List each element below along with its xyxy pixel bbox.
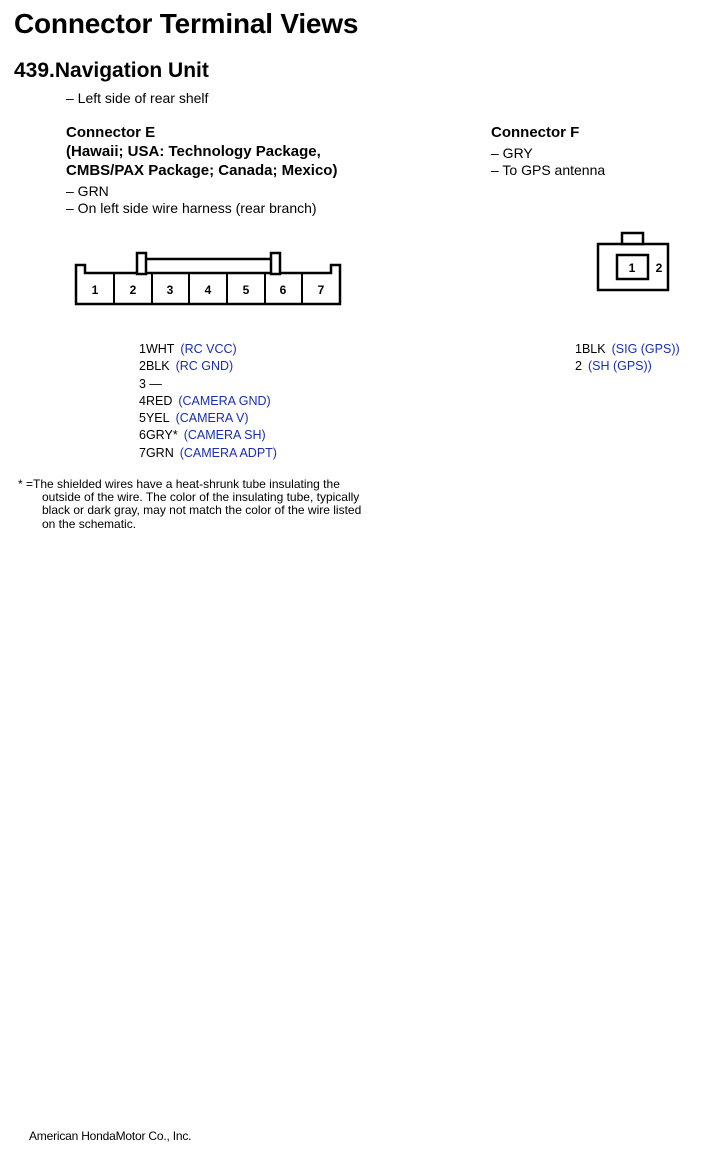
connector-e-pin-list [139, 341, 277, 462]
connector-e-latch-right [271, 253, 280, 274]
connector-e-subtitle-1: (Hawaii; USA: Technology Package, [66, 143, 321, 160]
connector-e-location: – On left side wire harness (rear branch) [66, 200, 317, 216]
connector-e-subtitle-2: CMBS/PAX Package; Canada; Mexico) [66, 162, 338, 179]
page-title: Connector Terminal Views [14, 8, 359, 39]
connector-f-pin-2: 2 [655, 261, 663, 275]
connector-f-name: Connector F [491, 124, 580, 141]
connector-e-pin-1: 1 [91, 283, 99, 297]
connector-e-pin-2: 2 [129, 283, 137, 297]
connector-f-pin-1: 1 [628, 261, 636, 275]
list-item: 1BLK (SIG (GPS)) [575, 342, 680, 356]
list-item: 4RED (CAMERA GND) [139, 393, 271, 408]
footer-copyright: American HondaMotor Co., Inc. [29, 1129, 192, 1143]
connector-e-color: – GRN [66, 183, 109, 199]
list-item: 6GRY* (CAMERA SH) [139, 428, 266, 443]
connector-e-pin-7: 7 [317, 283, 325, 297]
connector-e-diagram [70, 248, 350, 310]
list-item: 5YEL (CAMERA V) [139, 411, 249, 426]
list-item: 3 — [139, 376, 162, 391]
connector-f-latch [622, 233, 643, 244]
connector-e-pin-5: 5 [242, 283, 250, 297]
connector-e-header [66, 123, 337, 217]
list-item: 7GRN (CAMERA ADPT) [139, 445, 277, 460]
unit-location: – Left side of rear shelf [66, 90, 209, 106]
connector-f-diagram [594, 228, 674, 296]
connector-e-pin-6: 6 [279, 283, 287, 297]
connector-e-name: Connector E [66, 124, 156, 141]
list-item: 2 (SH (GPS)) [575, 359, 652, 374]
unit-title: 439.Navigation Unit [14, 59, 209, 82]
connector-e-pin-4: 4 [204, 283, 212, 297]
shielded-wire-footnote: * =The shielded wires have a heat-shrunk tube insulating the outside of the wire. The color of the insulating tube, typically black or dark gray, may not match the color of the wire listed on the schematic. [18, 477, 362, 531]
connector-f-pin-list [575, 341, 680, 376]
connector-f-location: – To GPS antenna [491, 162, 606, 178]
connector-e-latch-left [137, 253, 146, 274]
list-item: 1WHT (RC VCC) [139, 342, 237, 356]
connector-f-color: – GRY [491, 145, 533, 161]
list-item: 2BLK (RC GND) [139, 359, 234, 374]
connector-f-header [491, 123, 605, 179]
connector-e-pin-3: 3 [166, 283, 174, 297]
